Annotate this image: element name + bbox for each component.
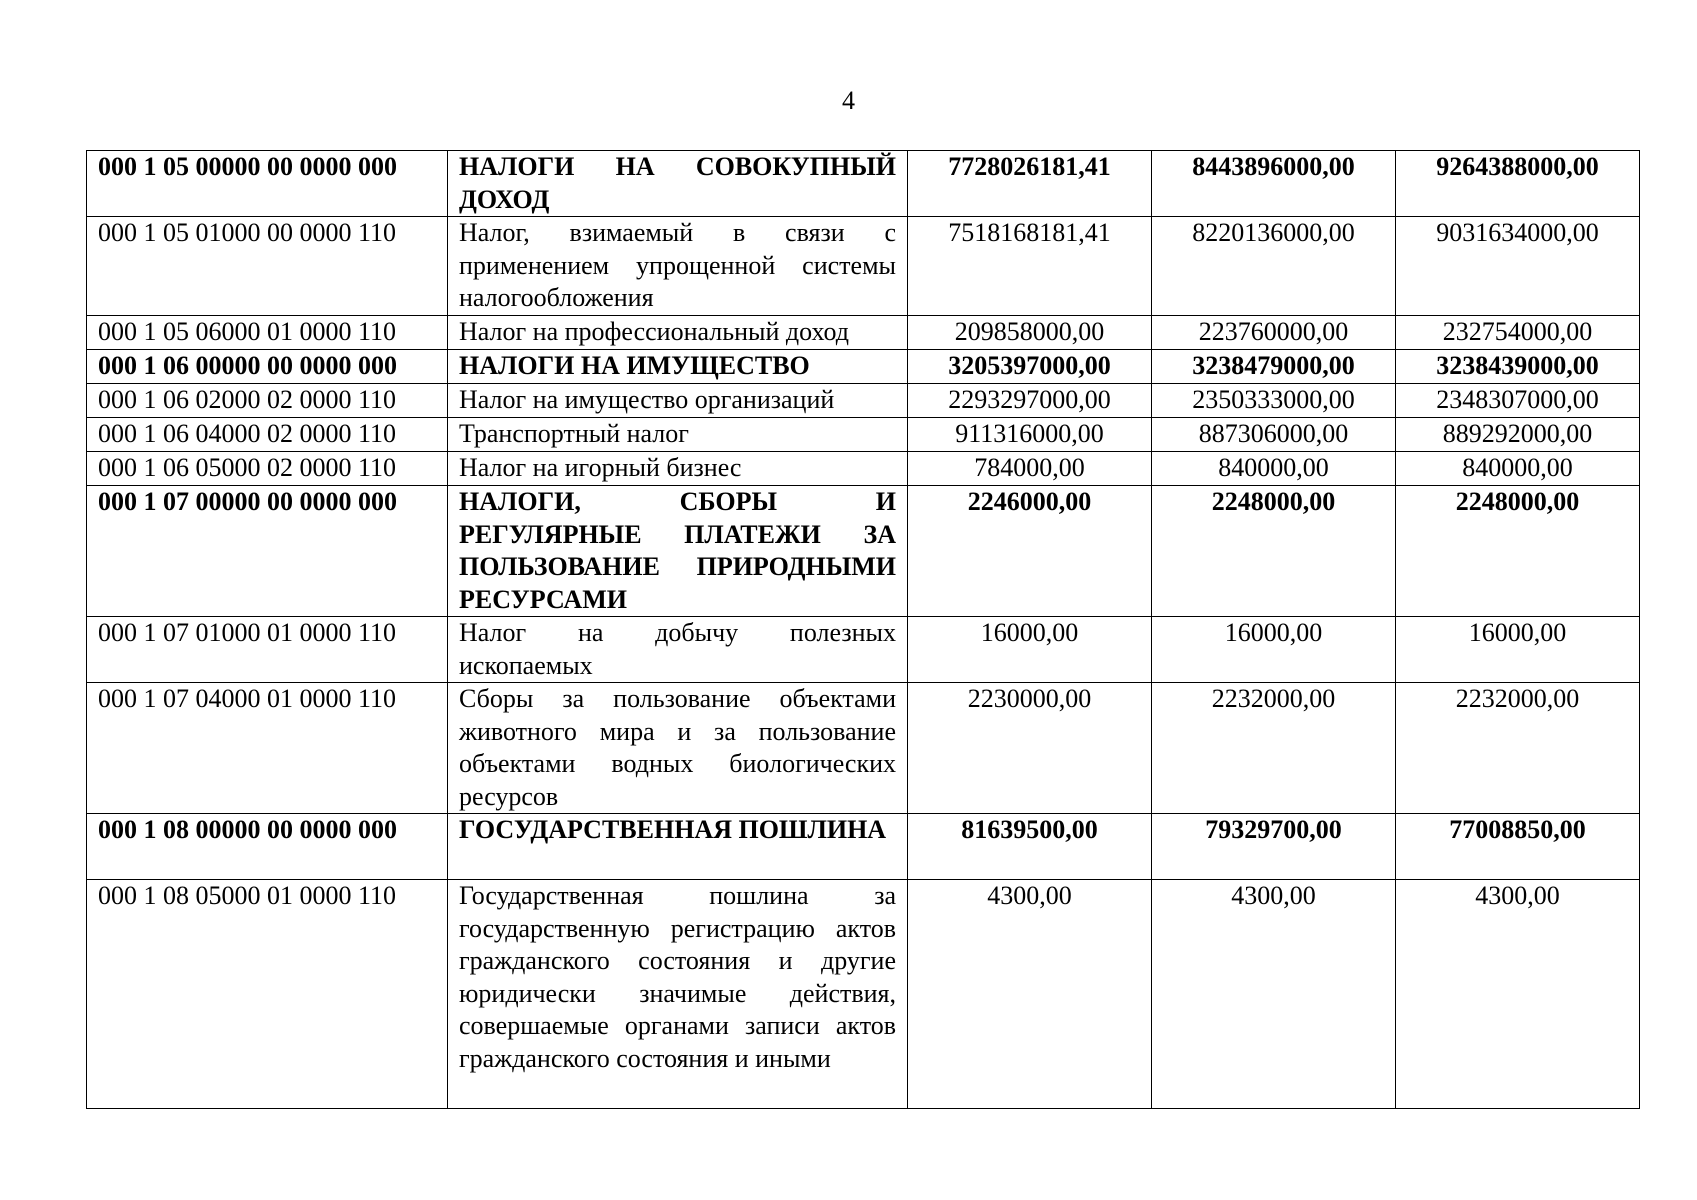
code-cell: 000 1 06 00000 00 0000 000 bbox=[87, 350, 448, 384]
value-cell-1: 784000,00 bbox=[908, 452, 1152, 486]
table-row bbox=[87, 683, 1640, 814]
code-cell: 000 1 08 05000 01 0000 110 bbox=[87, 880, 448, 1109]
value-cell-2: 887306000,00 bbox=[1152, 418, 1396, 452]
code-cell: 000 1 05 06000 01 0000 110 bbox=[87, 316, 448, 350]
page-number: 4 bbox=[842, 86, 855, 115]
value-cell-1: 2246000,00 bbox=[908, 486, 1152, 617]
value-cell-2: 16000,00 bbox=[1152, 617, 1396, 683]
table-row bbox=[87, 151, 1640, 217]
name-cell: Государственная пошлина за государственную регистрацию актов гражданского состояния и другие юридически значимые действия, совершаемые органами записи актов гражданского состояния и иными bbox=[448, 880, 908, 1109]
name-cell: Налог, взимаемый в связи с применением упрощенной системы налогообложения bbox=[448, 217, 908, 316]
value-cell-3: 3238439000,00 bbox=[1396, 350, 1640, 384]
value-cell-1: 81639500,00 bbox=[908, 814, 1152, 880]
value-cell-2: 3238479000,00 bbox=[1152, 350, 1396, 384]
code-cell: 000 1 06 02000 02 0000 110 bbox=[87, 384, 448, 418]
value-cell-2: 8220136000,00 bbox=[1152, 217, 1396, 316]
name-cell: Налог на имущество организаций bbox=[448, 384, 908, 418]
value-cell-3: 9031634000,00 bbox=[1396, 217, 1640, 316]
code-cell: 000 1 06 04000 02 0000 110 bbox=[87, 418, 448, 452]
name-cell: Налог на добычу полезных ископаемых bbox=[448, 617, 908, 683]
value-cell-3: 2248000,00 bbox=[1396, 486, 1640, 617]
value-cell-1: 3205397000,00 bbox=[908, 350, 1152, 384]
table-row bbox=[87, 418, 1640, 452]
value-cell-1: 7728026181,41 bbox=[908, 151, 1152, 217]
value-cell-3: 840000,00 bbox=[1396, 452, 1640, 486]
code-cell: 000 1 05 00000 00 0000 000 bbox=[87, 151, 448, 217]
code-cell: 000 1 07 00000 00 0000 000 bbox=[87, 486, 448, 617]
value-cell-3: 9264388000,00 bbox=[1396, 151, 1640, 217]
value-cell-1: 16000,00 bbox=[908, 617, 1152, 683]
budget-table bbox=[86, 150, 1640, 1109]
code-cell: 000 1 07 04000 01 0000 110 bbox=[87, 683, 448, 814]
table-row bbox=[87, 316, 1640, 350]
value-cell-2: 2248000,00 bbox=[1152, 486, 1396, 617]
name-cell: Налог на профессиональный доход bbox=[448, 316, 908, 350]
table-row bbox=[87, 384, 1640, 418]
value-cell-3: 2232000,00 bbox=[1396, 683, 1640, 814]
table-row bbox=[87, 880, 1640, 1109]
name-cell: НАЛОГИ, СБОРЫ И РЕГУЛЯРНЫЕ ПЛАТЕЖИ ЗА ПОЛЬЗОВАНИЕ ПРИРОДНЫМИ РЕСУРСАМИ bbox=[448, 486, 908, 617]
name-cell: Транспортный налог bbox=[448, 418, 908, 452]
table-row bbox=[87, 617, 1640, 683]
value-cell-1: 4300,00 bbox=[908, 880, 1152, 1109]
table-row bbox=[87, 814, 1640, 880]
value-cell-3: 16000,00 bbox=[1396, 617, 1640, 683]
budget-table-body bbox=[87, 151, 1640, 1109]
value-cell-3: 77008850,00 bbox=[1396, 814, 1640, 880]
table-row bbox=[87, 452, 1640, 486]
value-cell-2: 223760000,00 bbox=[1152, 316, 1396, 350]
value-cell-1: 2293297000,00 bbox=[908, 384, 1152, 418]
code-cell: 000 1 05 01000 00 0000 110 bbox=[87, 217, 448, 316]
code-cell: 000 1 06 05000 02 0000 110 bbox=[87, 452, 448, 486]
table-row bbox=[87, 217, 1640, 316]
name-cell: НАЛОГИ НА ИМУЩЕСТВО bbox=[448, 350, 908, 384]
value-cell-1: 209858000,00 bbox=[908, 316, 1152, 350]
value-cell-2: 2350333000,00 bbox=[1152, 384, 1396, 418]
value-cell-3: 4300,00 bbox=[1396, 880, 1640, 1109]
value-cell-1: 911316000,00 bbox=[908, 418, 1152, 452]
value-cell-2: 79329700,00 bbox=[1152, 814, 1396, 880]
value-cell-3: 889292000,00 bbox=[1396, 418, 1640, 452]
table-row bbox=[87, 350, 1640, 384]
name-cell: НАЛОГИ НА СОВОКУПНЫЙ ДОХОД bbox=[448, 151, 908, 217]
name-cell: ГОСУДАРСТВЕННАЯ ПОШЛИНА bbox=[448, 814, 908, 880]
value-cell-3: 232754000,00 bbox=[1396, 316, 1640, 350]
code-cell: 000 1 07 01000 01 0000 110 bbox=[87, 617, 448, 683]
value-cell-2: 4300,00 bbox=[1152, 880, 1396, 1109]
table-row bbox=[87, 486, 1640, 617]
value-cell-3: 2348307000,00 bbox=[1396, 384, 1640, 418]
code-cell: 000 1 08 00000 00 0000 000 bbox=[87, 814, 448, 880]
name-cell: Сборы за пользование объектами животного мира и за пользование объектами водных биологических ресурсов bbox=[448, 683, 908, 814]
value-cell-1: 2230000,00 bbox=[908, 683, 1152, 814]
value-cell-2: 840000,00 bbox=[1152, 452, 1396, 486]
value-cell-2: 8443896000,00 bbox=[1152, 151, 1396, 217]
value-cell-2: 2232000,00 bbox=[1152, 683, 1396, 814]
value-cell-1: 7518168181,41 bbox=[908, 217, 1152, 316]
name-cell: Налог на игорный бизнес bbox=[448, 452, 908, 486]
